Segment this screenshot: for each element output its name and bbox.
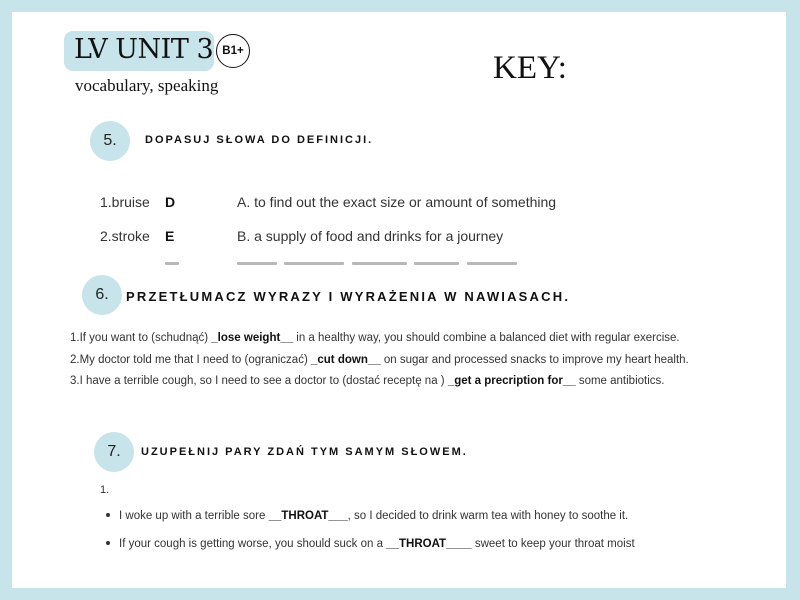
match-answer: E (165, 228, 175, 244)
sentence-answer: __THROAT___ (268, 510, 348, 522)
sentence-answer: _lose weight__ (211, 332, 294, 344)
item-number: 1. (100, 484, 110, 496)
clipped-text-fragment (284, 262, 344, 265)
sentence-text: 1.If you want to (schudnąć) (70, 332, 212, 344)
match-definition: B. a supply of food and drinks for a journey (237, 228, 504, 244)
worksheet-page (12, 12, 786, 588)
sentence-text: on sugar and processed snacks to improve my heart health. (380, 354, 689, 366)
sentence-text: 2.My doctor told me that I need to (ograniczać) (70, 354, 311, 366)
sentence-text: sweet to keep your throat moist (471, 538, 635, 550)
translation-sentence (70, 332, 680, 344)
sentence-answer: _cut down__ (310, 354, 381, 366)
list-item (106, 538, 635, 550)
bullet-icon (106, 513, 110, 517)
clipped-letter-fragment (165, 262, 179, 265)
list-item (106, 510, 628, 522)
translation-sentence (70, 375, 664, 387)
clipped-text-fragment (352, 262, 407, 265)
key-label: KEY: (493, 50, 567, 86)
level-badge: B1+ (216, 34, 250, 68)
sentence-answer: __THROAT____ (386, 538, 472, 550)
page-subtitle: vocabulary, speaking (75, 76, 219, 95)
section-5-number: 5. (90, 121, 130, 161)
sentence-text: 3.I have a terrible cough, so I need to see a doctor to (dostać receptę na ) (70, 375, 448, 387)
section-7-number: 7. (94, 432, 134, 472)
section-6-heading: PRZETŁUMACZ WYRAZY I WYRAŻENIA W NAWIASACH. (126, 289, 571, 304)
clipped-text-fragment (414, 262, 459, 265)
sentence-text: some antibiotics. (575, 375, 665, 387)
match-word: 1.bruise (100, 194, 150, 210)
sentence-text: I woke up with a terrible sore (119, 510, 269, 522)
match-word: 2.stroke (100, 228, 150, 244)
sentence-text: in a healthy way, you should combine a balanced diet with regular exercise. (293, 332, 680, 344)
bullet-icon (106, 541, 110, 545)
translation-sentence (70, 354, 689, 366)
sentence-answer: _get a precription for__ (447, 375, 576, 387)
section-7-heading: UZUPEŁNIJ PARY ZDAŃ TYM SAMYM SŁOWEM. (141, 446, 468, 458)
clipped-text-fragment (467, 262, 517, 265)
clipped-row-fragment (12, 262, 786, 272)
sentence-text: If your cough is getting worse, you should suck on a (119, 538, 387, 550)
section-6-number: 6. (82, 275, 122, 315)
sentence-text: , so I decided to drink warm tea with honey to soothe it. (347, 510, 629, 522)
page-title: LV UNIT 3 (74, 34, 214, 65)
match-definition: A. to find out the exact size or amount of something (237, 194, 557, 210)
clipped-text-fragment (237, 262, 277, 265)
match-answer: D (165, 194, 176, 210)
section-5-heading: DOPASUJ SŁOWA DO DEFINICJI. (145, 134, 374, 146)
